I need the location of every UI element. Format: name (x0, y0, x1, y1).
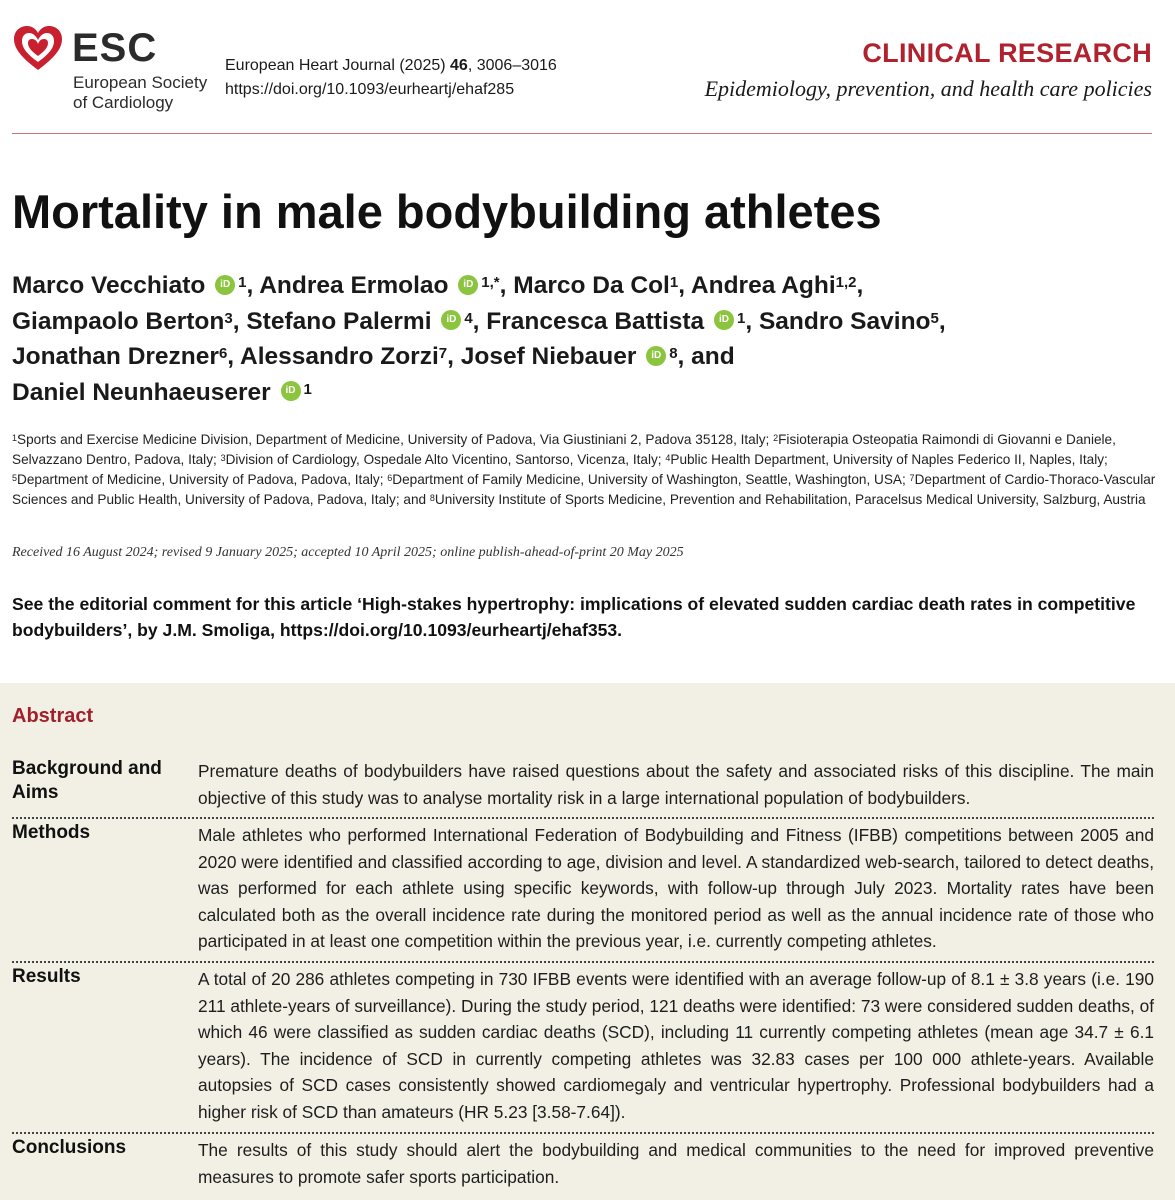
affiliation-text: Sports and Exercise Medicine Division, Department of Medicine, University of Padova, Via Giustiniani 2, Padova 35128, Italy; (17, 432, 774, 447)
affiliation-marker: 7 (438, 345, 448, 362)
section-divider (12, 961, 1154, 963)
abstract-section-text: A total of 20 286 athletes competing in 730 IFBB events were identified with an average follow-up of 8.1 ± 3.8 years (i.e. 190 211 athlete-years of surveillance). During the study period, 121 deaths were identified: 73 were considered sudden deaths, of which 46 were classified as sudden cardiac deaths (SCD), including 11 currently competing athletes (mean age 34.7 ± 6.1 years). The incidence of SCD in currently competing athletes was 32.83 cases per 100 000 athlete-years. Available autopsies of SCD cases consistently showed cardiomegaly and ventricular hypertrophy. Professional bodybuilders had a higher risk of SCD than amateurs (HR 5.23 [3.58-7.64]). (198, 969, 1154, 1122)
society-name (73, 73, 207, 113)
abstract-section-label: Methods (12, 822, 91, 843)
affiliation-text: Department of Medicine, University of Padova, Padova, Italy; (17, 472, 388, 487)
affiliation-marker: 8 (669, 345, 678, 362)
affiliation-number: 4 (665, 453, 671, 463)
author-name-text: Andrea Aghi (690, 272, 836, 299)
section-divider (12, 817, 1154, 819)
affiliation-marker: 1 (238, 274, 247, 291)
affiliation-marker: 1 (669, 274, 679, 291)
journal-name: European Heart Journal (2025) (225, 57, 446, 74)
journal-volume-line (225, 54, 557, 78)
author-name[interactable] (12, 272, 247, 299)
and-conjunction: and (691, 343, 735, 370)
affiliation-text: Division of Cardiology, Ospedale Alto Vicentino, Santorso, Vicenza, Italy; (225, 452, 666, 467)
author-name[interactable] (759, 308, 939, 335)
affiliation-marker: 1,2 (835, 274, 857, 291)
author-name[interactable] (12, 308, 233, 335)
author-name[interactable] (12, 343, 227, 370)
society-name-line1: European Society (73, 73, 208, 92)
abstract-heading: Abstract (12, 705, 94, 727)
author-name-text: Francesca Battista (486, 307, 705, 335)
author-name[interactable] (12, 379, 312, 406)
journal-header (0, 0, 1175, 135)
article-history: Received 16 August 2024; revised 9 January 2025; accepted 10 April 2025; online publish-ahead-of-print 20 May 2025 (12, 545, 684, 560)
editorial-comment-note: See the editorial comment for this article ‘High-stakes hypertrophy: implications of elevated sudden cardiac death rates in competitive bodybuilders’, by J.M. Smoliga, https://doi.org/10.1093/eurheartj/ehaf353. (12, 594, 1136, 640)
journal-citation (225, 54, 557, 102)
affiliation-text: University Institute of Sports Medicine, Prevention and Rehabilitation, Paracelsus Medical University, Salzburg, Austria (434, 492, 1146, 507)
author-name[interactable] (246, 308, 472, 335)
esc-heart-logo-icon (12, 24, 64, 74)
affiliation-number: 7 (909, 473, 915, 483)
author-name[interactable] (691, 272, 857, 299)
abstract-section-label: Results (12, 966, 81, 987)
journal-volume: 46 (450, 57, 468, 74)
author-name[interactable] (259, 272, 499, 299)
orcid-icon[interactable]: iD (281, 381, 301, 401)
affiliation-number: 2 (773, 433, 779, 443)
author-name-text: Marco Da Col (513, 272, 670, 299)
affiliation-marker: 1,* (481, 274, 500, 291)
abstract-section-results (12, 965, 1154, 1125)
author-name-text: Marco Vecchiato (12, 272, 206, 299)
abstract-section-conclusions (12, 1136, 1154, 1192)
orcid-icon[interactable]: iD (458, 275, 478, 295)
society-name-line2: of Cardiology (73, 93, 174, 112)
abstract-section-methods (12, 821, 1154, 955)
abstract-section-text: Male athletes who performed International Federation of Bodybuilding and Fitness (IFBB) competitions between 2005 and 2020 were identified and classified according to age, division and level. A standardized web-search, tailored to detect deaths, was performed for each athlete using specific keywords, with follow-up through July 2023. Mortality rates have been calculated both as the overall incidence rate during the monitored period as well as the annual incidence rate of those who participated in at least one competition within the previous year, i.e. currently competing athletes. (198, 825, 1154, 951)
article-doi-link[interactable]: https://doi.org/10.1093/eurheartj/ehaf285 (225, 81, 515, 98)
section-label: CLINICAL RESEARCH (862, 38, 1152, 68)
affiliation-marker: 5 (930, 309, 939, 327)
author-name-text: Andrea Ermolao (259, 272, 449, 299)
affiliations (12, 430, 1162, 510)
author-name-text: Daniel Neunhaeuserer (12, 378, 271, 406)
author-name[interactable] (240, 343, 447, 370)
abstract-section-background (12, 757, 1154, 809)
author-name-text: Josef Niebauer (460, 343, 637, 370)
article-title: Mortality in male bodybuilding athletes (12, 185, 882, 238)
orcid-icon[interactable]: iD (646, 346, 666, 366)
author-name-text: Sandro Savino (758, 307, 931, 335)
abstract-section-text: The results of this study should alert the bodybuilding and medical communities to the need for improved preventive measures to promote safer sports participation. (198, 1140, 1154, 1187)
orcid-icon[interactable]: iD (215, 275, 235, 295)
affiliation-marker: 6 (218, 345, 228, 362)
author-name[interactable] (486, 308, 745, 335)
affiliation-text: Department of Family Medicine, University of Washington, Seattle, Washington, USA; (392, 472, 910, 487)
abstract-section-text: Premature deaths of bodybuilders have raised questions about the safety and associated risks of this discipline. The main objective of this study was to analyse mortality risk in a large international population of bodybuilders. (198, 761, 1154, 808)
author-name[interactable] (461, 343, 678, 370)
affiliation-marker: 3 (224, 309, 233, 327)
affiliation-text: Department of Cardio-Thoraco-Vascular Sciences and Public Health, University of Padova, Padova, Italy; and (12, 472, 1156, 507)
orcid-icon[interactable]: iD (441, 310, 461, 330)
affiliation-number: 8 (429, 493, 435, 503)
affiliation-number: 3 (220, 453, 226, 463)
author-name[interactable] (513, 272, 678, 299)
affiliation-number: 6 (387, 473, 393, 483)
journal-pages: , 3006–3016 (467, 57, 557, 74)
author-name-text: Jonathan Drezner (12, 343, 219, 370)
subject-category: Epidemiology, prevention, and health care policies (704, 76, 1152, 101)
esc-logo-text: ESC (72, 26, 158, 70)
author-name-text: Alessandro Zorzi (240, 343, 439, 370)
section-divider (12, 1132, 1154, 1134)
orcid-icon[interactable]: iD (714, 310, 734, 330)
affiliation-marker: 1 (737, 309, 746, 327)
affiliation-text: Fisioterapia Osteopatia Raimondi di Giovanni e Daniele, Selvazzano Dentro, Padova, Italy; (12, 432, 1116, 467)
affiliation-text: Public Health Department, University of Naples Federico II, Naples, Italy; (670, 452, 1108, 467)
abstract-section-label: Conclusions (12, 1137, 127, 1158)
author-name-text: Stefano Palermi (246, 307, 432, 335)
affiliation-number: 5 (12, 473, 18, 483)
affiliation-marker: 4 (464, 309, 473, 327)
affiliation-marker: 1 (303, 380, 312, 398)
header-divider (12, 133, 1152, 134)
abstract-section-label: Background and Aims (12, 758, 162, 803)
author-list: Marco Vecchiato iD $^1$, Andrea Ermolao iD $^{1,*}$, Marco Da Col$^1$, Andrea Aghi$^{1,2}$, Giampaolo Berton$^3$, Stefano Palermi iD $^4$, Francesca Battista iD $^1$, Sandro Savino$^5$, Jonathan Drezner$^6$, Alessandro Zorzi$^7$, Josef Niebauer iD $^8$, and Daniel Neunhaeuserer iD $^1$ (12, 272, 946, 406)
author-name-text: Giampaolo Berton (12, 307, 225, 335)
affiliation-number: 1 (12, 433, 18, 443)
